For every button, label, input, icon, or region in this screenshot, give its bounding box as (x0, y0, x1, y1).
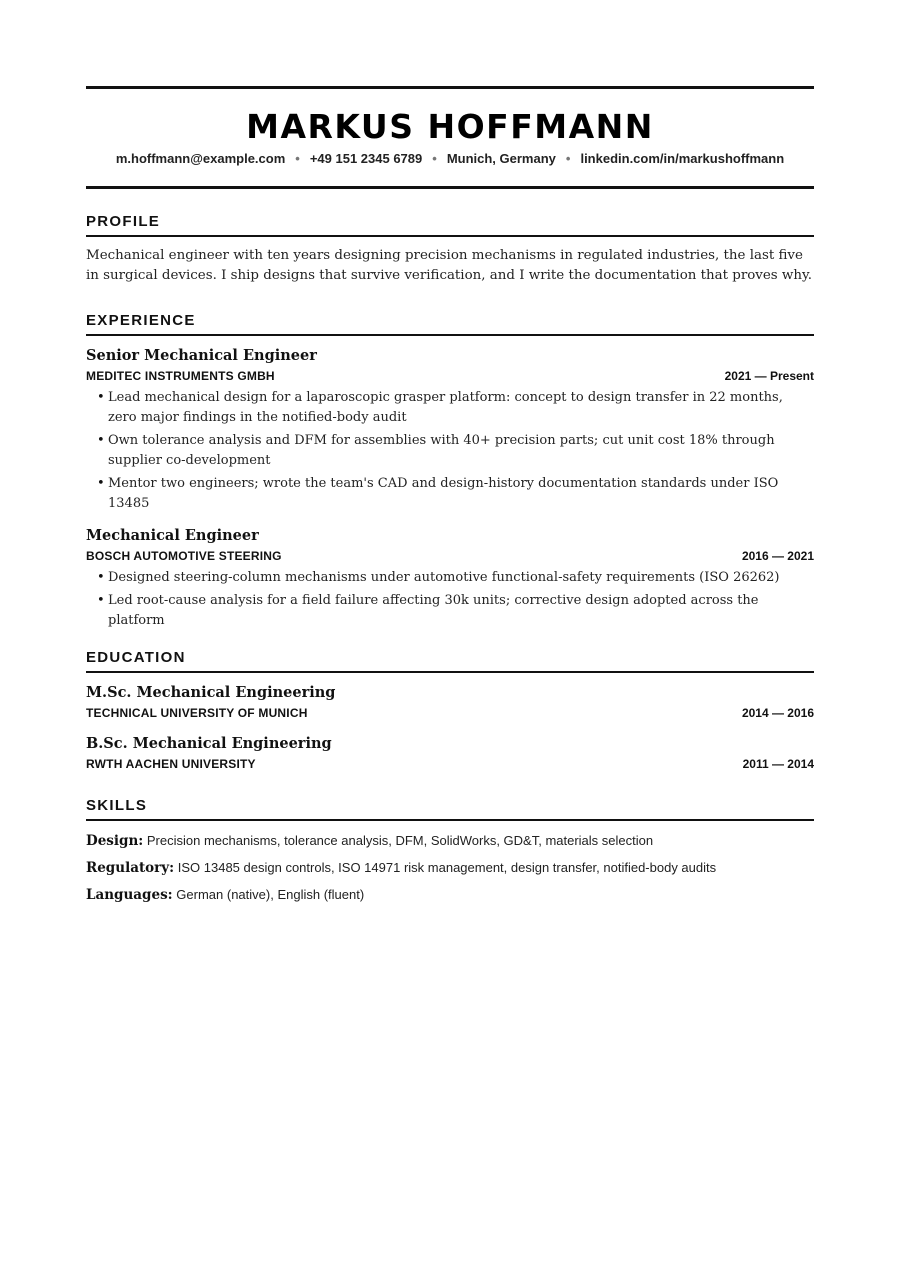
achievement-item: • Own tolerance analysis and DFM for assemblies with 40+ precision parts; cut unit cost 18% through supplier co-development (86, 431, 814, 471)
contact-phone: +49 151 2345 6789 (309, 151, 423, 166)
skill-value: ISO 13485 design controls, ISO 14971 risk management, design transfer, notified-body audits (177, 860, 717, 875)
achievement-item: • Led root-cause analysis for a field failure affecting 30k units; corrective design adopted across the platform (86, 591, 814, 631)
skill-row-design (86, 831, 814, 851)
degree-name: B.Sc. Mechanical Engineering (86, 735, 332, 752)
school-name: TECHNICAL UNIVERSITY OF MUNICH (86, 706, 308, 720)
job-title: Mechanical Engineer (86, 527, 259, 544)
school-line (86, 757, 814, 771)
employer-name: MEDITEC INSTRUMENTS GMBH (86, 369, 275, 383)
experience-entry (86, 526, 814, 631)
skill-label: Regulatory: (86, 860, 175, 876)
org-line (86, 549, 814, 563)
experience-section (86, 312, 814, 631)
job-dates: 2016 — 2021 (741, 549, 814, 563)
section-title-skills: SKILLS (86, 797, 814, 821)
education-dates: 2014 — 2016 (741, 706, 814, 720)
school-name: RWTH AACHEN UNIVERSITY (86, 757, 256, 771)
experience-entry (86, 346, 814, 514)
contact-email[interactable]: m.hoffmann@example.com (115, 151, 286, 166)
contact-line (86, 151, 814, 166)
education-entry (86, 683, 814, 720)
profile-summary: Mechanical engineer with ten years designing precision mechanisms in regulated industries, the last five in surgical devices. I ship designs that survive verification, and I write the documentation that proves why. (86, 248, 813, 283)
skill-row-regulatory (86, 858, 814, 878)
skill-label: Design: (86, 833, 144, 849)
contact-linkedin[interactable]: linkedin.com/in/markushoffmann (580, 151, 785, 166)
profile-section (86, 213, 814, 286)
header-bottom-rule (86, 186, 814, 189)
job-dates: 2021 — Present (724, 369, 814, 383)
education-entry (86, 734, 814, 771)
contact-separator: • (565, 151, 571, 166)
skill-row-languages (86, 885, 814, 905)
contact-separator: • (432, 151, 437, 166)
achievement-item: • Lead mechanical design for a laparoscopic grasper platform: concept to design transfer in 22 months, zero major findings in the notified-body audit (86, 388, 814, 428)
section-title-experience: EXPERIENCE (86, 312, 814, 336)
education-dates: 2011 — 2014 (742, 757, 814, 771)
skill-value: Precision mechanisms, tolerance analysis, DFM, SolidWorks, GD&T, materials selection (146, 833, 654, 848)
section-title-education: EDUCATION (86, 649, 814, 673)
achievement-list (86, 568, 814, 631)
org-line (86, 369, 814, 383)
achievement-item: • Mentor two engineers; wrote the team's CAD and design-history documentation standards under ISO 13485 (86, 474, 814, 514)
achievement-list (86, 388, 814, 514)
education-section (86, 649, 814, 771)
school-line (86, 706, 814, 720)
skill-value: German (native), English (fluent) (176, 887, 365, 902)
candidate-name: MARKUS HOFFMANN (246, 107, 654, 146)
job-title: Senior Mechanical Engineer (86, 347, 317, 364)
contact-separator: • (295, 151, 300, 166)
skills-section (86, 797, 814, 905)
header-top-rule (86, 86, 814, 89)
achievement-item: • Designed steering-column mechanisms under automotive functional-safety requirements (ISO 26262) (86, 568, 814, 588)
degree-name: M.Sc. Mechanical Engineering (86, 684, 336, 701)
contact-location: Munich, Germany (446, 151, 556, 166)
resume-page (86, 86, 814, 905)
skill-label: Languages: (86, 887, 173, 903)
employer-name: BOSCH AUTOMOTIVE STEERING (86, 549, 282, 563)
section-title-profile: PROFILE (86, 213, 814, 237)
